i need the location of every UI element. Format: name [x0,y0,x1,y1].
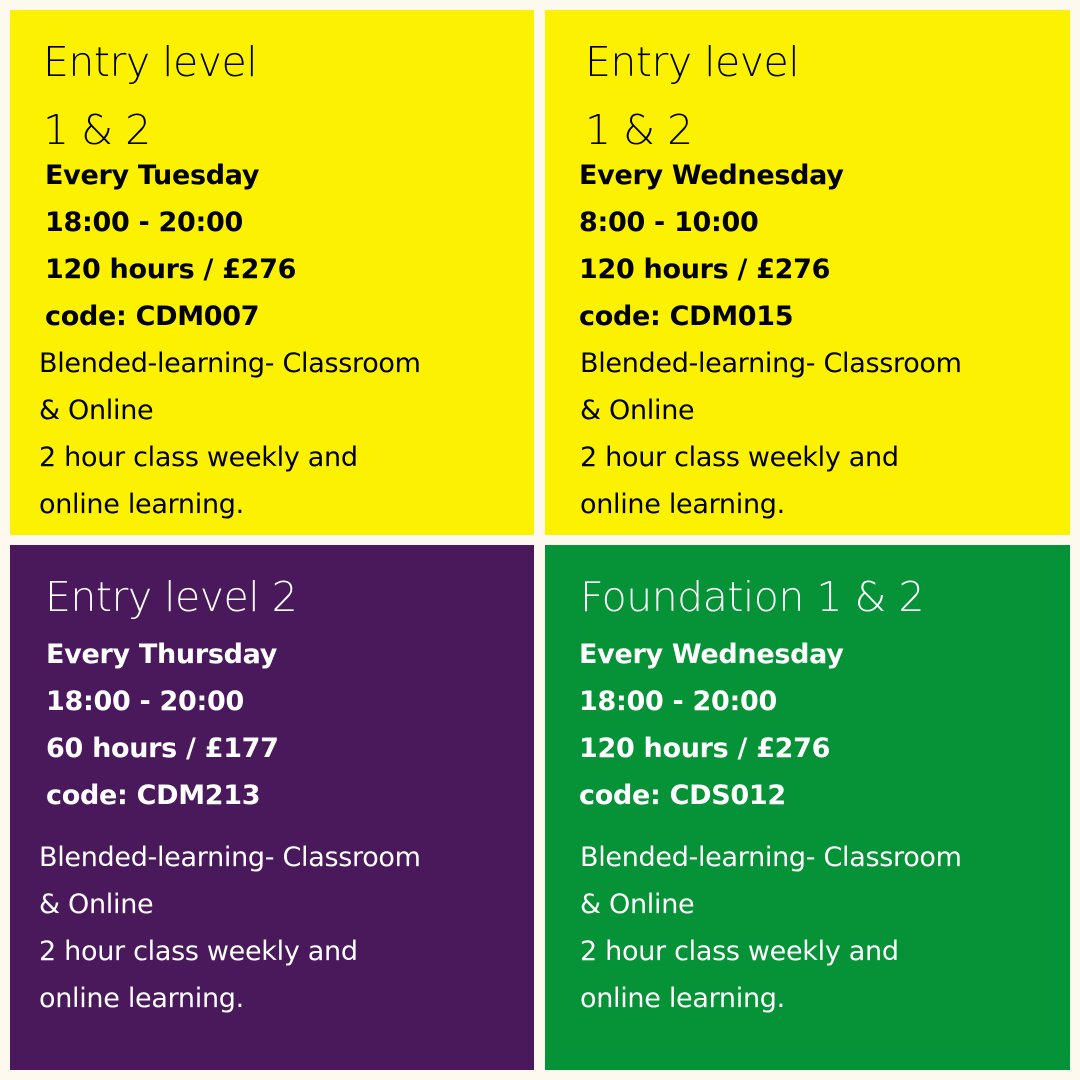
course-day: Every Wednesday [579,160,844,191]
course-hours-price: 120 hours / £276 [579,733,831,764]
course-hours-price: 60 hours / £177 [46,733,279,764]
course-title: Entry level 1 & 2 [585,38,800,154]
course-hours-price: 120 hours / £276 [579,254,831,285]
description-line: Blended-learning- Classroom [580,348,962,379]
description-line: online learning. [39,983,244,1014]
course-day: Every Tuesday [45,160,260,191]
course-title: Foundation 1 & 2 [580,573,925,621]
description-line: & Online [580,889,695,920]
course-card-entry-level-tuesday [10,10,534,535]
description-line: online learning. [580,983,785,1014]
description-line: Blended-learning- Classroom [39,348,421,379]
course-details [45,152,296,340]
description-line: & Online [580,395,695,426]
course-code: code: CDM213 [46,780,261,811]
description-line: online learning. [580,489,785,520]
course-code: code: CDS012 [579,780,786,811]
description-line: 2 hour class weekly and [580,936,899,967]
description-line: & Online [39,889,154,920]
course-code: code: CDM015 [579,301,794,332]
course-time: 8:00 - 10:00 [579,207,759,238]
course-time: 18:00 - 20:00 [45,207,243,238]
course-details [579,152,844,340]
course-description [580,340,1070,528]
course-hours-price: 120 hours / £276 [45,254,297,285]
course-description [580,834,1070,1022]
course-details [46,631,279,819]
description-line: 2 hour class weekly and [39,442,358,473]
course-time: 18:00 - 20:00 [579,686,777,717]
description-line: 2 hour class weekly and [580,442,899,473]
description-line: 2 hour class weekly and [39,936,358,967]
description-line: Blended-learning- Classroom [39,842,421,873]
course-code: code: CDM007 [45,301,260,332]
course-description [39,340,529,528]
description-line: online learning. [39,489,244,520]
course-details [579,631,844,819]
course-card-foundation-wednesday [545,545,1070,1070]
course-description [39,834,529,1022]
course-time: 18:00 - 20:00 [46,686,244,717]
course-card-entry-level-2-thursday [10,545,534,1070]
description-line: Blended-learning- Classroom [580,842,962,873]
description-line: & Online [39,395,154,426]
course-title: Entry level 1 & 2 [43,38,258,154]
course-day: Every Wednesday [579,639,844,670]
course-title: Entry level 2 [45,573,298,621]
course-day: Every Thursday [46,639,278,670]
course-card-entry-level-wednesday [545,10,1070,535]
